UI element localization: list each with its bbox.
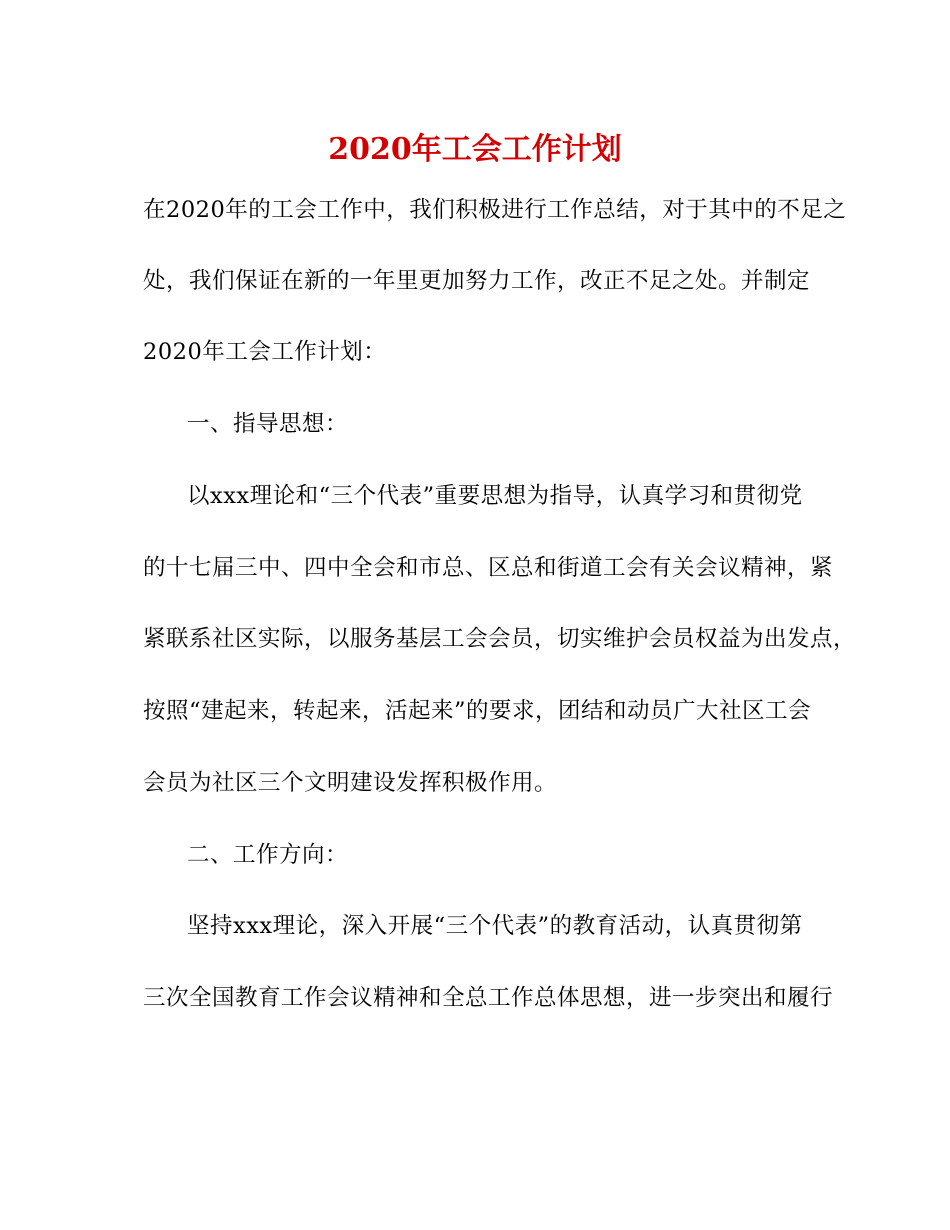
- body-line: 坚持xxx理论，深入开展“三个代表”的教育活动，认真贯彻第: [187, 913, 803, 939]
- body-line: 三次全国教育工作会议精神和全总工作总体思想，进一步突出和履行: [143, 985, 834, 1011]
- body-line: 紧联系社区实际，以服务基层工会会员，切实维护会员权益为出发点，: [143, 626, 857, 652]
- page-title: 2020年工会工作计划: [328, 132, 622, 167]
- body-line: 会员为社区三个文明建设发挥积极作用。: [143, 770, 558, 796]
- body-line: 的十七届三中、四中全会和市总、区总和街道工会有关会议精神，紧: [143, 555, 834, 581]
- body-line: 2020年工会工作计划：: [143, 339, 387, 365]
- body-line: 在2020年的工会工作中，我们积极进行工作总结，对于其中的不足之: [143, 197, 847, 223]
- body-line: 处，我们保证在新的一年里更加努力工作，改正不足之处。并制定: [143, 268, 811, 294]
- body-line: 以xxx理论和“三个代表”重要思想为指导，认真学习和贯彻党: [187, 483, 803, 509]
- body-line: 按照“建起来，转起来，活起来”的要求，团结和动员广大社区工会: [143, 698, 812, 724]
- section-heading: 二、工作方向：: [187, 842, 349, 868]
- section-heading: 一、指导思想：: [187, 411, 349, 437]
